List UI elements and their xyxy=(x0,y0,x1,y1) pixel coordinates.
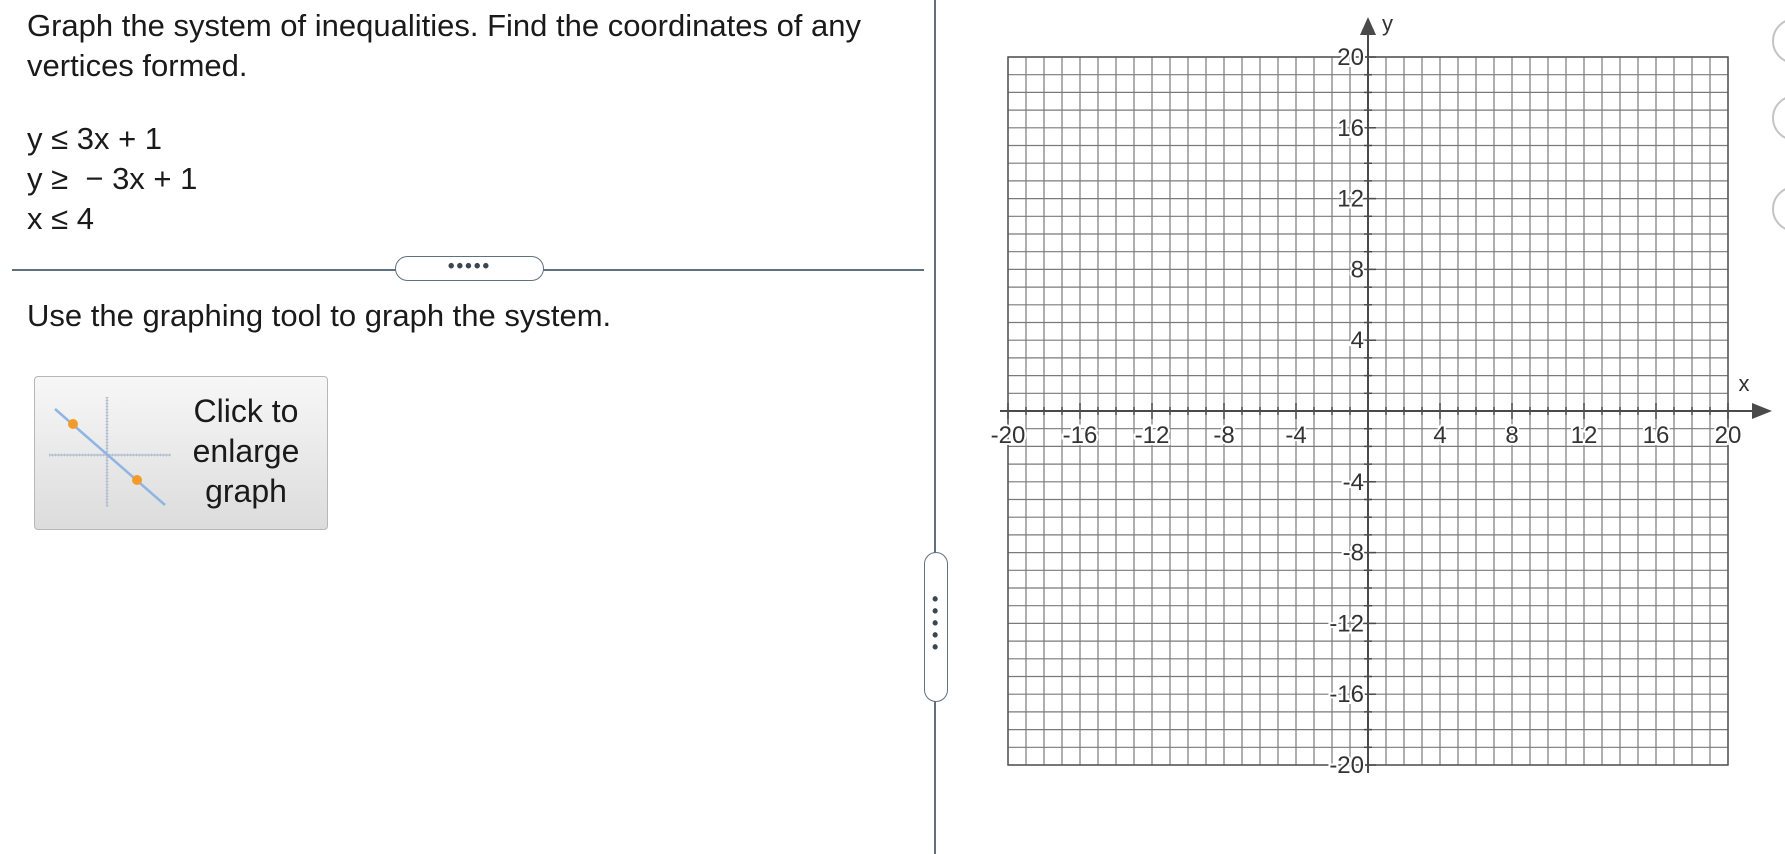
vertical-divider xyxy=(932,0,939,854)
x-tick-label: 16 xyxy=(1642,422,1670,449)
y-tick-label: 16 xyxy=(1337,114,1364,142)
x-tick-label: -20 xyxy=(990,422,1026,449)
x-tick-label: 8 xyxy=(1505,422,1519,449)
y-axis-arrow xyxy=(1360,17,1376,35)
inequality-list xyxy=(27,119,197,239)
x-tick-label: -16 xyxy=(1062,422,1098,449)
x-tick-label: 12 xyxy=(1570,422,1598,449)
y-tick-label: 12 xyxy=(1337,185,1364,213)
y-tick-label: -16 xyxy=(1329,681,1364,709)
x-tick-label: 4 xyxy=(1433,422,1447,449)
instruction-text: Use the graphing tool to graph the system. xyxy=(27,298,612,333)
inequality-2: y ≥ − 3x + 1 xyxy=(27,161,198,196)
y-tick-label: -20 xyxy=(1329,752,1364,779)
enlarge-button-label: Click to enlarge graph xyxy=(192,393,300,509)
x-axis-label: x xyxy=(1738,371,1750,396)
inequality-1: y ≤ 3x + 1 xyxy=(27,121,163,156)
y-tick-label: 4 xyxy=(1350,327,1364,355)
x-tick-label: 20 xyxy=(1714,422,1742,449)
x-tick-label: -8 xyxy=(1213,422,1235,449)
y-axis-label: y xyxy=(1382,11,1393,36)
x-tick-label: -12 xyxy=(1134,422,1170,449)
y-tick-label: -8 xyxy=(1342,539,1364,567)
x-axis-arrow xyxy=(1752,403,1772,419)
divider-handle[interactable]: ••••• xyxy=(395,256,544,281)
y-tick-label: 8 xyxy=(1350,256,1364,284)
enlarge-graph-button[interactable] xyxy=(34,376,328,530)
vertical-divider-grip: ••••• xyxy=(932,589,939,657)
x-tick-label: -4 xyxy=(1285,422,1307,449)
y-tick-label: 20 xyxy=(1337,44,1364,71)
question-prompt: Graph the system of inequalities. Find the coordinates of any vertices formed. xyxy=(27,8,862,83)
y-tick-label: -12 xyxy=(1329,610,1364,638)
coordinate-graph[interactable] xyxy=(980,0,1780,854)
vertical-divider-handle[interactable] xyxy=(924,552,948,702)
y-tick-label: -4 xyxy=(1342,468,1364,496)
graph-line-icon xyxy=(47,391,173,513)
inequality-3: x ≤ 4 xyxy=(27,201,94,236)
